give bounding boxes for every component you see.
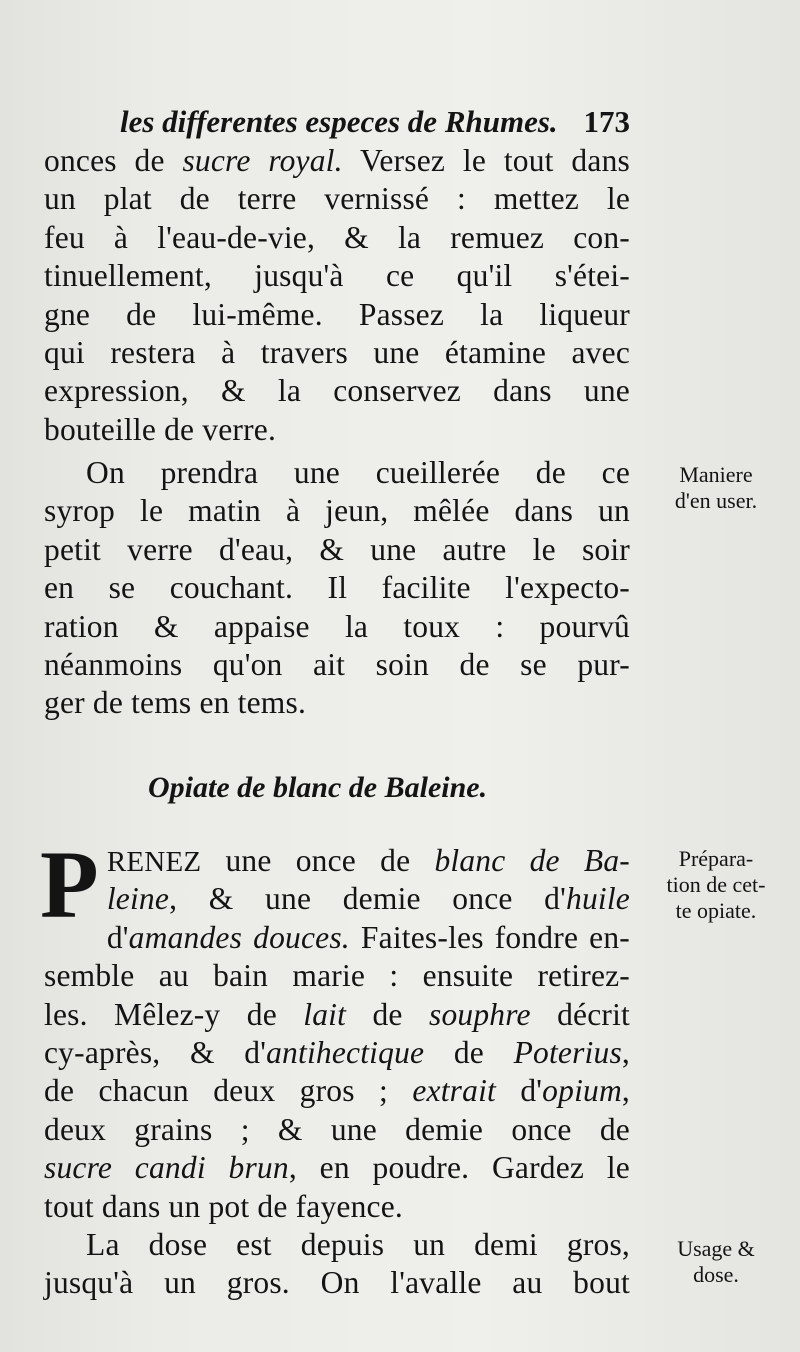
text-run: tinuellement, jusqu'à ce qu'il s'étei- — [44, 258, 630, 294]
text-run: sucre candi brun — [44, 1150, 289, 1186]
text-run: en se couchant. Il facilite l'expecto- — [44, 570, 630, 606]
page-number: 173 — [583, 104, 630, 139]
text-line — [44, 1111, 630, 1149]
text-run: huile — [566, 881, 630, 917]
text-line — [44, 1226, 630, 1264]
text-run: néanmoins qu'on ait soin de se pur- — [44, 646, 630, 682]
page-header — [120, 102, 630, 142]
text-line — [44, 996, 630, 1034]
text-run: ration & appaise la toux : pourvû — [44, 608, 630, 644]
text-line — [44, 842, 630, 880]
text-run: blanc de Ba- — [434, 843, 630, 878]
text-line — [44, 569, 630, 607]
text-run: syrop le matin à jeun, mêlée dans un — [44, 493, 630, 529]
margin-note-line: tion de cet- — [666, 872, 766, 897]
text-line — [44, 684, 630, 722]
text-line — [44, 1072, 630, 1110]
text-line — [44, 454, 630, 492]
text-run: bouteille de verre. — [44, 411, 277, 447]
text-run: , — [621, 1073, 630, 1109]
text-run: leine — [106, 881, 170, 917]
text-line — [44, 296, 630, 334]
margin-note-line: Maniere — [679, 462, 753, 487]
margin-note-usage — [640, 1236, 792, 1288]
text-run: gne de lui-même. Passez la liqueur — [44, 296, 630, 332]
text-run: feu à l'eau-de-vie, & la remuez con- — [44, 219, 630, 255]
text-run: une once de — [201, 843, 435, 878]
text-run: onces de — [44, 143, 183, 178]
text-run: sucre royal. — [182, 143, 343, 178]
text-run: amandes douces. — [128, 919, 350, 955]
text-run: d' — [106, 919, 129, 955]
text-run: RENEZ — [106, 846, 202, 878]
margin-note-line: dose. — [693, 1262, 739, 1287]
text-run: Poterius — [513, 1034, 622, 1070]
text-run: On prendra une cueillerée de ce — [86, 455, 630, 490]
text-line — [44, 957, 630, 995]
text-line — [44, 334, 630, 372]
text-line — [44, 411, 630, 449]
text-run: , & une demie once d' — [169, 881, 566, 917]
text-line — [44, 492, 630, 530]
text-line — [44, 1264, 630, 1302]
running-title: les differentes especes de Rhumes. — [120, 104, 558, 139]
text-line — [44, 257, 630, 295]
section-heading: Opiate de blanc de Baleine. — [148, 771, 488, 804]
text-run: tout dans un pot de fayence. — [44, 1188, 403, 1224]
text-run: expression, & la conservez dans une — [44, 373, 630, 409]
drop-cap: P — [40, 831, 99, 938]
text-run: Versez le tout dans — [342, 143, 630, 178]
text-run: deux grains ; & une demie once de — [44, 1111, 630, 1147]
text-line — [44, 142, 630, 180]
text-run: La dose est depuis un demi gros, — [86, 1227, 630, 1262]
text-run: semble au bain marie : ensuite retirez- — [44, 958, 630, 994]
text-run: les. Mêlez-y de — [44, 996, 304, 1032]
margin-note-line: te opiate. — [675, 898, 757, 923]
paragraph-syrup-preparation — [44, 142, 630, 449]
text-run: qui restera à travers une étamine avec — [44, 334, 630, 370]
text-run: opium — [542, 1073, 622, 1109]
paragraph-syrup-usage — [44, 454, 630, 723]
paragraph-opiate-preparation — [40, 831, 631, 1226]
text-run: d' — [495, 1073, 543, 1109]
margin-note-preparation — [640, 846, 792, 924]
text-run: , — [621, 1034, 630, 1070]
text-line — [44, 180, 630, 218]
text-line — [44, 880, 630, 918]
margin-note-line: Usage & — [677, 1236, 755, 1261]
text-line — [44, 919, 630, 957]
text-run: de chacun deux gros ; — [44, 1073, 413, 1109]
text-run: extrait — [412, 1073, 496, 1109]
text-line — [44, 1149, 630, 1187]
text-run: ger de tems en tems. — [44, 685, 307, 721]
text-line — [44, 1034, 630, 1072]
text-run: un plat de terre vernissé : mettez le — [44, 181, 630, 217]
text-run: jusqu'à un gros. On l'avalle au bout — [44, 1265, 630, 1301]
text-run: petit verre d'eau, & une autre le soir — [44, 531, 630, 567]
text-run: cy-après, & d' — [44, 1034, 267, 1070]
text-run: , en poudre. Gardez le — [288, 1150, 630, 1186]
text-line — [44, 608, 630, 646]
margin-note-line: d'en user. — [674, 488, 758, 513]
text-line — [44, 1188, 630, 1226]
text-run: lait — [303, 996, 347, 1032]
text-line — [44, 531, 630, 569]
text-run: de — [424, 1034, 514, 1070]
text-line — [44, 219, 630, 257]
margin-note-maniere — [640, 462, 792, 514]
text-run: antihectique — [266, 1034, 425, 1070]
text-run: décrit — [530, 996, 631, 1032]
paragraph-opiate-dose — [44, 1226, 630, 1303]
text-line — [44, 646, 630, 684]
text-run: de — [346, 996, 429, 1032]
text-run: Faites-les fondre en- — [349, 919, 630, 955]
text-line — [44, 372, 630, 410]
margin-note-line: Prépara- — [678, 846, 754, 871]
text-run: souphre — [428, 996, 531, 1032]
